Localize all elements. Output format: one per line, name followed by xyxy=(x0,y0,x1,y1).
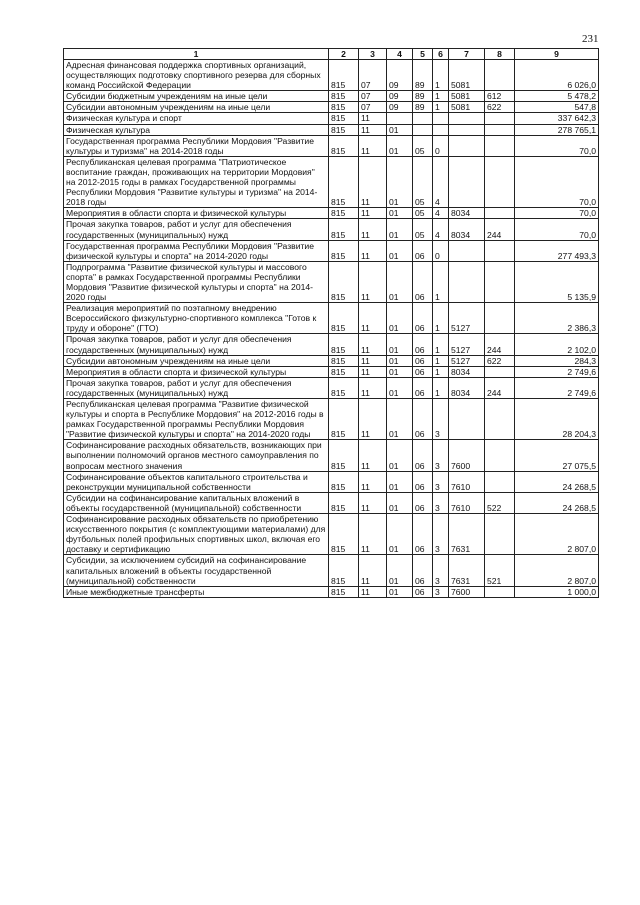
table-row xyxy=(64,91,599,102)
row-name-cell: Государственная программа Республики Мордовия "Развитие физической культуры и спорта" на 2014-2020 годы xyxy=(64,240,329,261)
direction-code-cell: 8034 xyxy=(449,366,485,377)
subsection-code-cell: 01 xyxy=(387,334,413,355)
section-code-cell: 11 xyxy=(359,555,387,586)
row-name-cell: Субсидии автономным учреждениям на иные цели xyxy=(64,102,329,113)
table-row xyxy=(64,135,599,156)
expense-type-code-cell xyxy=(485,208,515,219)
row-name-cell: Иные межбюджетные трансферты xyxy=(64,586,329,597)
subprogram-code-cell: 0 xyxy=(433,135,449,156)
ministry-code-cell: 815 xyxy=(329,555,359,586)
row-name-cell: Субсидии, за исключением субсидий на софинансирование капитальных вложений в объекты государственной (муниципальной) собственности xyxy=(64,555,329,586)
amount-cell: 2 749,6 xyxy=(515,366,599,377)
row-name-cell: Прочая закупка товаров, работ и услуг для обеспечения государственных (муниципальных) нужд xyxy=(64,377,329,398)
subprogram-code-cell: 1 xyxy=(433,60,449,91)
table-row xyxy=(64,156,599,207)
row-name-cell: Физическая культура xyxy=(64,124,329,135)
ministry-code-cell: 815 xyxy=(329,156,359,207)
row-name-cell: Субсидии автономным учреждениям на иные цели xyxy=(64,355,329,366)
subprogram-code-cell: 4 xyxy=(433,208,449,219)
subsection-code-cell: 01 xyxy=(387,586,413,597)
amount-cell: 277 493,3 xyxy=(515,240,599,261)
subsection-code-cell: 09 xyxy=(387,102,413,113)
expense-type-code-cell xyxy=(485,440,515,471)
subsection-code-cell: 01 xyxy=(387,303,413,334)
column-header-7: 7 xyxy=(449,49,485,60)
budget-table xyxy=(63,48,599,598)
subsection-code-cell: 01 xyxy=(387,399,413,440)
expense-type-code-cell xyxy=(485,366,515,377)
direction-code-cell: 5081 xyxy=(449,91,485,102)
ministry-code-cell: 815 xyxy=(329,91,359,102)
expense-type-code-cell: 622 xyxy=(485,102,515,113)
amount-cell: 278 765,1 xyxy=(515,124,599,135)
row-name-cell: Подпрограмма "Развитие физической культуры и массового спорта" в рамках Государственной программы Республики Мордовия "Развитие физической культуры и спорта" на 2014-2020 годы xyxy=(64,261,329,302)
ministry-code-cell: 815 xyxy=(329,303,359,334)
subprogram-code-cell: 1 xyxy=(433,303,449,334)
direction-code-cell: 5127 xyxy=(449,334,485,355)
direction-code-cell xyxy=(449,124,485,135)
ministry-code-cell: 815 xyxy=(329,355,359,366)
subprogram-code-cell: 1 xyxy=(433,377,449,398)
subsection-code-cell: 01 xyxy=(387,156,413,207)
subsection-code-cell: 01 xyxy=(387,366,413,377)
subprogram-code-cell: 1 xyxy=(433,366,449,377)
ministry-code-cell: 815 xyxy=(329,471,359,492)
section-code-cell: 11 xyxy=(359,135,387,156)
row-name-cell: Субсидии на софинансирование капитальных вложений в объекты государственной (муниципальной) собственности xyxy=(64,492,329,513)
row-name-cell: Государственная программа Республики Мордовия "Развитие культуры и туризма" на 2014-2018 годы xyxy=(64,135,329,156)
amount-cell: 70,0 xyxy=(515,135,599,156)
subprogram-code-cell: 3 xyxy=(433,555,449,586)
amount-cell: 27 075,5 xyxy=(515,440,599,471)
direction-code-cell xyxy=(449,261,485,302)
section-code-cell: 11 xyxy=(359,124,387,135)
subsection-code-cell: 01 xyxy=(387,471,413,492)
ministry-code-cell: 815 xyxy=(329,135,359,156)
amount-cell: 28 204,3 xyxy=(515,399,599,440)
subsection-code-cell: 09 xyxy=(387,60,413,91)
table-row xyxy=(64,334,599,355)
amount-cell: 70,0 xyxy=(515,208,599,219)
program-code-cell: 06 xyxy=(413,334,433,355)
expense-type-code-cell: 521 xyxy=(485,555,515,586)
section-code-cell: 11 xyxy=(359,156,387,207)
expense-type-code-cell xyxy=(485,124,515,135)
amount-cell: 24 268,5 xyxy=(515,471,599,492)
ministry-code-cell: 815 xyxy=(329,377,359,398)
expense-type-code-cell: 244 xyxy=(485,377,515,398)
column-header-3: 3 xyxy=(359,49,387,60)
program-code-cell: 06 xyxy=(413,240,433,261)
expense-type-code-cell xyxy=(485,261,515,302)
subprogram-code-cell: 4 xyxy=(433,156,449,207)
subprogram-code-cell: 3 xyxy=(433,492,449,513)
row-name-cell: Реализация мероприятий по поэтапному внедрению Всероссийского физкультурно-спортивного комплекса "Готов к труду и обороне" (ГТО) xyxy=(64,303,329,334)
program-code-cell: 06 xyxy=(413,440,433,471)
amount-cell: 24 268,5 xyxy=(515,492,599,513)
row-name-cell: Физическая культура и спорт xyxy=(64,113,329,124)
expense-type-code-cell: 244 xyxy=(485,219,515,240)
subprogram-code-cell: 3 xyxy=(433,514,449,555)
amount-cell: 2 102,0 xyxy=(515,334,599,355)
table-row xyxy=(64,113,599,124)
section-code-cell: 07 xyxy=(359,60,387,91)
section-code-cell: 11 xyxy=(359,586,387,597)
subprogram-code-cell: 0 xyxy=(433,240,449,261)
program-code-cell: 06 xyxy=(413,377,433,398)
ministry-code-cell: 815 xyxy=(329,492,359,513)
subprogram-code-cell xyxy=(433,124,449,135)
direction-code-cell: 5127 xyxy=(449,303,485,334)
table-row xyxy=(64,208,599,219)
row-name-cell: Прочая закупка товаров, работ и услуг для обеспечения государственных (муниципальных) нужд xyxy=(64,334,329,355)
program-code-cell: 06 xyxy=(413,471,433,492)
table-row xyxy=(64,399,599,440)
section-code-cell: 11 xyxy=(359,514,387,555)
table-row xyxy=(64,492,599,513)
program-code-cell: 06 xyxy=(413,355,433,366)
program-code-cell: 89 xyxy=(413,60,433,91)
column-header-2: 2 xyxy=(329,49,359,60)
ministry-code-cell: 815 xyxy=(329,399,359,440)
direction-code-cell: 8034 xyxy=(449,377,485,398)
section-code-cell: 07 xyxy=(359,91,387,102)
subprogram-code-cell: 3 xyxy=(433,440,449,471)
section-code-cell: 11 xyxy=(359,355,387,366)
subsection-code-cell: 01 xyxy=(387,135,413,156)
table-row xyxy=(64,586,599,597)
column-header-5: 5 xyxy=(413,49,433,60)
subsection-code-cell: 01 xyxy=(387,555,413,586)
column-header-4: 4 xyxy=(387,49,413,60)
table-row xyxy=(64,219,599,240)
direction-code-cell: 5081 xyxy=(449,60,485,91)
direction-code-cell: 7610 xyxy=(449,492,485,513)
program-code-cell: 06 xyxy=(413,399,433,440)
row-name-cell: Республиканская целевая программа "Развитие физической культуры и спорта в Республике Мордовия" на 2012-2016 годы в рамках Государственной программы Республики Мордовия "Развитие физической культуры и спорта" на 2014-2020 годы xyxy=(64,399,329,440)
amount-cell: 547,8 xyxy=(515,102,599,113)
expense-type-code-cell xyxy=(485,60,515,91)
amount-cell: 2 807,0 xyxy=(515,514,599,555)
expense-type-code-cell: 244 xyxy=(485,334,515,355)
amount-cell: 5 478,2 xyxy=(515,91,599,102)
subsection-code-cell: 01 xyxy=(387,261,413,302)
direction-code-cell: 7631 xyxy=(449,555,485,586)
ministry-code-cell: 815 xyxy=(329,334,359,355)
section-code-cell: 11 xyxy=(359,377,387,398)
subsection-code-cell xyxy=(387,113,413,124)
ministry-code-cell: 815 xyxy=(329,102,359,113)
amount-cell: 70,0 xyxy=(515,219,599,240)
program-code-cell xyxy=(413,124,433,135)
section-code-cell: 11 xyxy=(359,334,387,355)
row-name-cell: Адресная финансовая поддержка спортивных организаций, осуществляющих подготовку спортивного резерва для сборных команд Российской Федерации xyxy=(64,60,329,91)
ministry-code-cell: 815 xyxy=(329,366,359,377)
column-header-8: 8 xyxy=(485,49,515,60)
amount-cell: 284,3 xyxy=(515,355,599,366)
section-code-cell: 11 xyxy=(359,113,387,124)
section-code-cell: 11 xyxy=(359,303,387,334)
amount-cell: 1 000,0 xyxy=(515,586,599,597)
program-code-cell: 05 xyxy=(413,219,433,240)
row-name-cell: Прочая закупка товаров, работ и услуг для обеспечения государственных (муниципальных) нужд xyxy=(64,219,329,240)
table-body xyxy=(64,60,599,598)
table-row xyxy=(64,124,599,135)
ministry-code-cell: 815 xyxy=(329,113,359,124)
section-code-cell: 11 xyxy=(359,440,387,471)
section-code-cell: 11 xyxy=(359,219,387,240)
amount-cell: 6 026,0 xyxy=(515,60,599,91)
amount-cell: 2 749,6 xyxy=(515,377,599,398)
table-row xyxy=(64,60,599,91)
program-code-cell: 06 xyxy=(413,366,433,377)
row-name-cell: Субсидии бюджетным учреждениям на иные цели xyxy=(64,91,329,102)
ministry-code-cell: 815 xyxy=(329,514,359,555)
table-row xyxy=(64,240,599,261)
subsection-code-cell: 09 xyxy=(387,91,413,102)
subsection-code-cell: 01 xyxy=(387,219,413,240)
program-code-cell: 06 xyxy=(413,514,433,555)
section-code-cell: 11 xyxy=(359,492,387,513)
expense-type-code-cell xyxy=(485,399,515,440)
program-code-cell: 06 xyxy=(413,492,433,513)
subprogram-code-cell: 1 xyxy=(433,102,449,113)
expense-type-code-cell: 622 xyxy=(485,355,515,366)
subsection-code-cell: 01 xyxy=(387,514,413,555)
page-number: 231 xyxy=(582,33,599,45)
section-code-cell: 11 xyxy=(359,240,387,261)
ministry-code-cell: 815 xyxy=(329,440,359,471)
program-code-cell: 06 xyxy=(413,303,433,334)
subsection-code-cell: 01 xyxy=(387,208,413,219)
expense-type-code-cell xyxy=(485,156,515,207)
program-code-cell: 89 xyxy=(413,102,433,113)
expense-type-code-cell xyxy=(485,113,515,124)
direction-code-cell xyxy=(449,135,485,156)
subprogram-code-cell: 1 xyxy=(433,355,449,366)
ministry-code-cell: 815 xyxy=(329,208,359,219)
subsection-code-cell: 01 xyxy=(387,355,413,366)
expense-type-code-cell xyxy=(485,514,515,555)
program-code-cell xyxy=(413,113,433,124)
direction-code-cell: 7610 xyxy=(449,471,485,492)
column-header-6: 6 xyxy=(433,49,449,60)
subprogram-code-cell xyxy=(433,113,449,124)
section-code-cell: 11 xyxy=(359,261,387,302)
program-code-cell: 05 xyxy=(413,208,433,219)
table-row xyxy=(64,440,599,471)
ministry-code-cell: 815 xyxy=(329,124,359,135)
table-row xyxy=(64,102,599,113)
direction-code-cell xyxy=(449,240,485,261)
table-row xyxy=(64,377,599,398)
direction-code-cell xyxy=(449,399,485,440)
program-code-cell: 06 xyxy=(413,261,433,302)
table-row xyxy=(64,366,599,377)
row-name-cell: Софинансирование расходных обязательств, возникающих при выполнении полномочий органов местного самоуправления по вопросам местного значения xyxy=(64,440,329,471)
table-row xyxy=(64,261,599,302)
column-header-9: 9 xyxy=(515,49,599,60)
expense-type-code-cell xyxy=(485,471,515,492)
table-row xyxy=(64,555,599,586)
direction-code-cell: 5081 xyxy=(449,102,485,113)
ministry-code-cell: 815 xyxy=(329,586,359,597)
expense-type-code-cell xyxy=(485,586,515,597)
direction-code-cell xyxy=(449,113,485,124)
subprogram-code-cell: 1 xyxy=(433,261,449,302)
subsection-code-cell: 01 xyxy=(387,124,413,135)
subsection-code-cell: 01 xyxy=(387,492,413,513)
direction-code-cell: 7631 xyxy=(449,514,485,555)
direction-code-cell: 8034 xyxy=(449,208,485,219)
expense-type-code-cell xyxy=(485,240,515,261)
section-code-cell: 11 xyxy=(359,366,387,377)
expense-type-code-cell xyxy=(485,303,515,334)
section-code-cell: 11 xyxy=(359,471,387,492)
subprogram-code-cell: 1 xyxy=(433,91,449,102)
expense-type-code-cell: 522 xyxy=(485,492,515,513)
direction-code-cell: 8034 xyxy=(449,219,485,240)
table-row xyxy=(64,303,599,334)
subsection-code-cell: 01 xyxy=(387,440,413,471)
subsection-code-cell: 01 xyxy=(387,240,413,261)
subprogram-code-cell: 3 xyxy=(433,399,449,440)
subprogram-code-cell: 1 xyxy=(433,334,449,355)
expense-type-code-cell: 612 xyxy=(485,91,515,102)
program-code-cell: 05 xyxy=(413,135,433,156)
amount-cell: 2 386,3 xyxy=(515,303,599,334)
row-name-cell: Мероприятия в области спорта и физической культуры xyxy=(64,366,329,377)
amount-cell: 70,0 xyxy=(515,156,599,207)
program-code-cell: 89 xyxy=(413,91,433,102)
direction-code-cell xyxy=(449,156,485,207)
section-code-cell: 11 xyxy=(359,208,387,219)
amount-cell: 2 807,0 xyxy=(515,555,599,586)
subprogram-code-cell: 3 xyxy=(433,586,449,597)
amount-cell: 5 135,9 xyxy=(515,261,599,302)
section-code-cell: 07 xyxy=(359,102,387,113)
program-code-cell: 06 xyxy=(413,586,433,597)
row-name-cell: Республиканская целевая программа "Патриотическое воспитание граждан, проживающих на территории Мордовия" на 2012-2015 годы в рамках Государственной программы Республики Мордовия "Развитие культуры и туризма" на 2014-2018 годы xyxy=(64,156,329,207)
direction-code-cell: 5127 xyxy=(449,355,485,366)
direction-code-cell: 7600 xyxy=(449,586,485,597)
row-name-cell: Мероприятия в области спорта и физической культуры xyxy=(64,208,329,219)
direction-code-cell: 7600 xyxy=(449,440,485,471)
subprogram-code-cell: 4 xyxy=(433,219,449,240)
header-row xyxy=(64,49,599,60)
program-code-cell: 06 xyxy=(413,555,433,586)
table-header xyxy=(64,49,599,60)
ministry-code-cell: 815 xyxy=(329,261,359,302)
table-row xyxy=(64,355,599,366)
program-code-cell: 05 xyxy=(413,156,433,207)
subsection-code-cell: 01 xyxy=(387,377,413,398)
section-code-cell: 11 xyxy=(359,399,387,440)
table-row xyxy=(64,514,599,555)
subprogram-code-cell: 3 xyxy=(433,471,449,492)
table-row xyxy=(64,471,599,492)
row-name-cell: Софинансирование расходных обязательств по приобретению искусственного покрытия (с комплектующими материалами) для футбольных полей профильных спортивных школ, включая его доставку и сертификацию xyxy=(64,514,329,555)
row-name-cell: Софинансирование объектов капитального строительства и реконструкции муниципальной собственности xyxy=(64,471,329,492)
column-header-1: 1 xyxy=(64,49,329,60)
ministry-code-cell: 815 xyxy=(329,240,359,261)
ministry-code-cell: 815 xyxy=(329,219,359,240)
ministry-code-cell: 815 xyxy=(329,60,359,91)
expense-type-code-cell xyxy=(485,135,515,156)
amount-cell: 337 642,3 xyxy=(515,113,599,124)
